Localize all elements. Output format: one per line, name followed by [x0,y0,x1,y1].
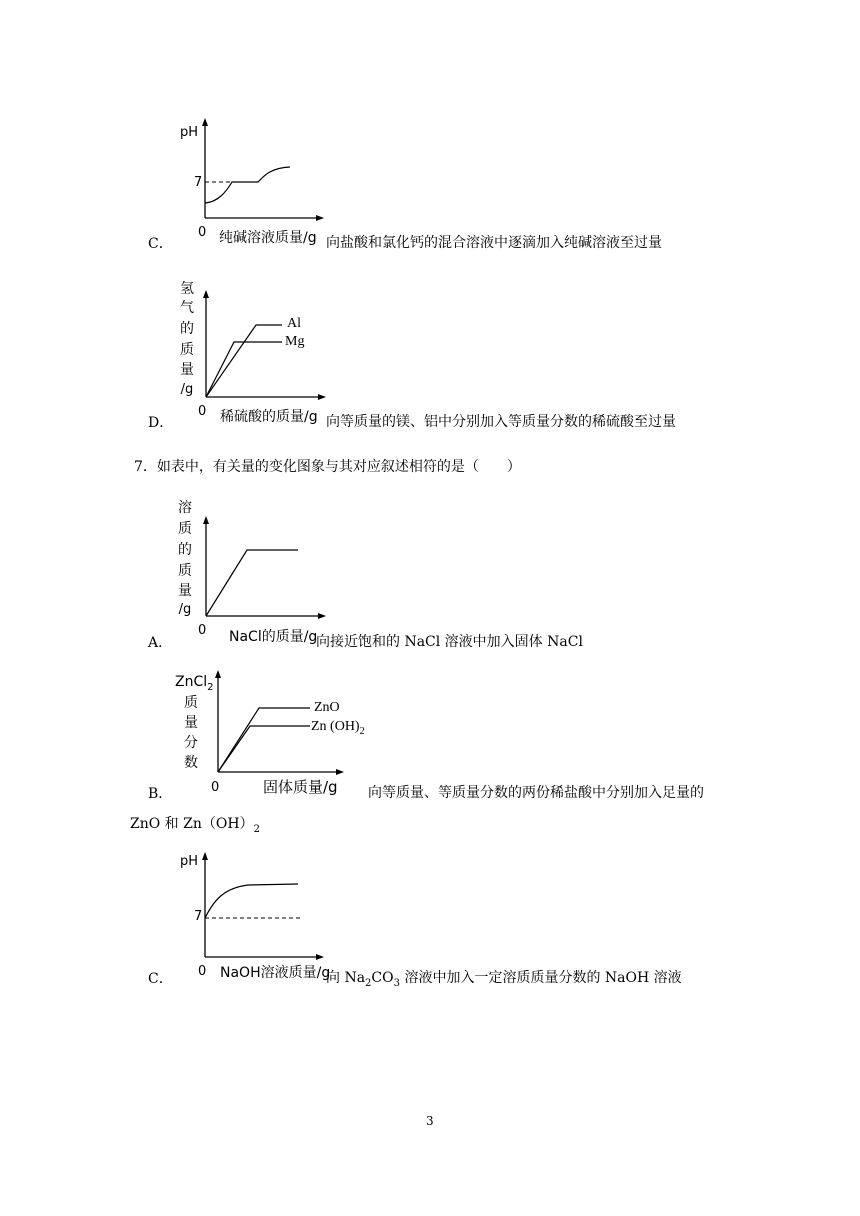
chart-d-ylabel-char: 氢 [180,281,194,297]
option-a-text: 向接近饱和的 NaCl 溶液中加入固体 NaCl [316,634,583,650]
chart-c2-ref-label: 7 [194,909,203,924]
chart-b-series-znoh2: Zn $(OH)_2$ [311,719,365,737]
chart-a-ylabel-char: /g [178,602,192,617]
chart-d-ylabel-char: 的 [180,321,194,337]
chart-d-series-al: Al [287,316,301,331]
chart-b-ylabel-top: ZnCl$_2$ [175,674,214,693]
chart-c1-xlabel: 纯碱溶液质量/g [219,230,317,246]
chart-d-ylabel-char: /g [180,382,194,397]
chart-a-ylabel-char: 量 [178,583,192,599]
chart-b-origin: 0 [211,780,220,795]
option-c2-label: C． [148,971,173,987]
chart-c2-ylabel: pH [180,854,199,869]
question-7-stem [134,458,521,476]
question-text: 如表中，有关量的变化图象与其对应叙述相符的是（ ） [156,459,521,475]
chart-d-ylabel-char: 量 [180,362,194,378]
option-d-label: D． [148,415,174,431]
chart-a-xlabel: NaCl的质量/g [229,629,318,645]
chart-d-ylabel-char: 气 [180,300,194,316]
option-b-label: B． [148,786,173,802]
chart-d-series-mg: Mg [285,334,305,349]
option-b-text-line2: ZnO 和 $Zn(OH)_2$ [130,816,260,835]
chart-b-ylabel-char: 量 [184,715,198,731]
option-d-text: 向等质量的镁、铝中分别加入等质量分数的稀硫酸至过量 [326,414,676,430]
chart-b-ylabel-char: 数 [184,755,198,771]
option-c1-text: 向盐酸和氯化钙的混合溶液中逐滴加入纯碱溶液至过量 [326,235,662,251]
chart-c1-origin: 0 [198,225,207,240]
chart-b-ylabel-char: 质 [184,695,198,711]
chart-c2-xlabel: NaOH溶液质量/g [220,965,331,981]
chart-c1-ref-label: 7 [194,175,203,190]
chart-d-ylabel-char: 质 [180,342,194,358]
chart-c2-origin: 0 [198,964,207,979]
question-number: 7． [134,459,157,475]
chart-b-xlabel: 固体质量/g [263,778,338,796]
chart-c1-ylabel: pH [180,125,199,140]
chart-b-series-zno: ZnO [314,700,340,715]
chart-a-ylabel-char: 质 [178,563,192,579]
chart-d-origin: 0 [198,404,207,419]
chart-a-origin: 0 [198,623,207,638]
option-c2-text: 向 $Na_2CO_3$ 溶液中加入一定溶质质量分数的 NaOH 溶液 [326,970,682,989]
chart-d-axes [198,290,328,402]
chart-a-ylabel-char: 的 [178,542,192,558]
chart-c1-axes [190,118,325,223]
chart-b-ylabel-char: 分 [184,735,198,751]
chart-a-ylabel-char: 溶 [178,500,192,516]
chart-a-axes [198,516,328,620]
chart-d-xlabel: 稀硫酸的质量/g [220,409,318,425]
option-c1-label: C． [148,236,173,252]
option-a-label: A． [148,635,173,651]
option-b-text-line1: 向等质量、等质量分数的两份稀盐酸中分别加入足量的 [368,785,704,801]
page-number: 3 [426,1114,434,1128]
chart-c2-axes [190,852,325,962]
chart-a-ylabel-char: 质 [178,521,192,537]
